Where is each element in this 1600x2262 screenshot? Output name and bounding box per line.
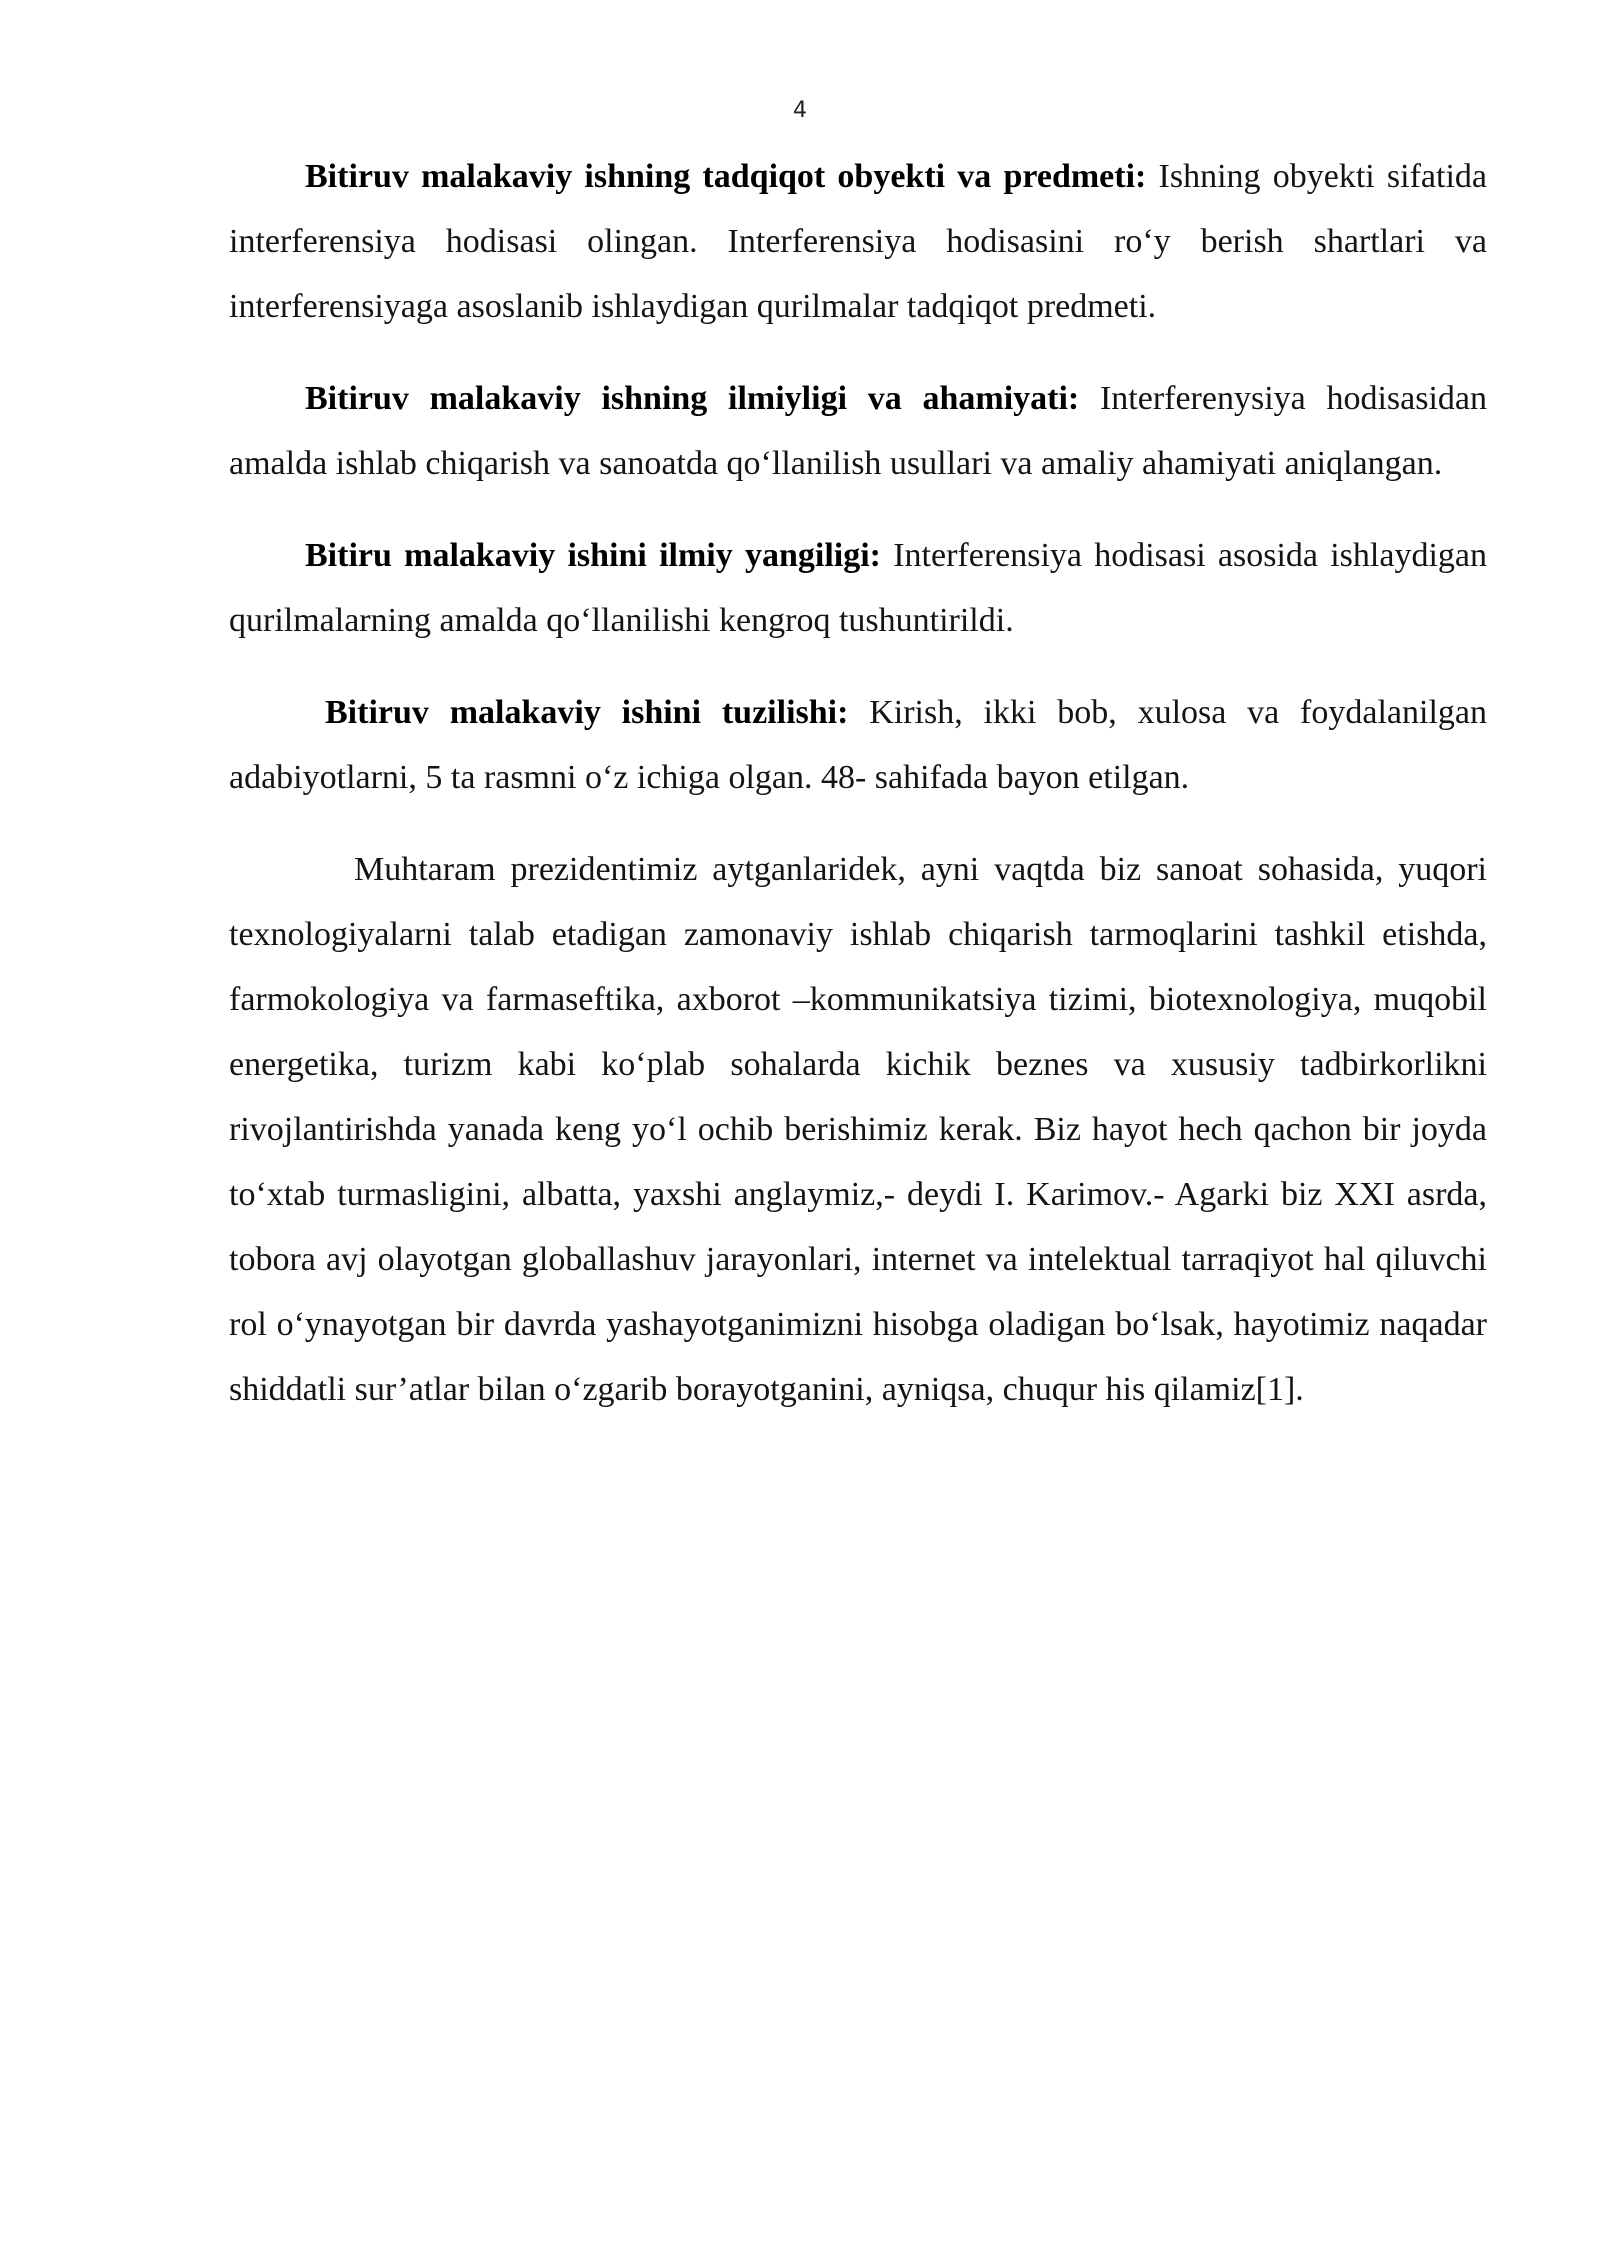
paragraph-text: Kirish, ikki bob, xulosa va foydalanilgan adabiyotlarni, 5 ta rasmni o‘z ichiga olgan. 48- sahifada bayon etilgan. <box>229 694 1487 796</box>
paragraph-text: Muhtaram prezidentimiz aytganlaridek, ayni vaqtda biz sanoat sohasida, yuqori texnologiyalarni talab etadigan zamonaviy ishlab chiqarish tarmoqlarini tashkil etishda, farmokologiya va farmaseftika, axborot –kommunikatsiya tizimi, biotexnologiya, muqobil energetika, turizm kabi ko‘plab sohalarda kichik beznes va xususiy tadbirkorlikni rivojlantirishda yanada keng yo‘l ochib berishimiz kerak. Biz hayot hech qachon bir joyda to‘xtab turmasligini, albatta, yaxshi anglaymiz,- deydi I. Karimov.- Agarki biz XXI asrda, tobora avj olayotgan globallashuv jarayonlari, internet va intelektual tarraqiyot hal qiluvchi rol o‘ynayotgan bir davrda yashayotganimizni hisobga oladigan bo‘lsak, hayotimiz naqadar shiddatli sur’atlar bilan o‘zgarib borayotganini, ayniqsa, chuqur his qilamiz[1]. <box>229 851 1487 1408</box>
paragraph-heading: Bitiruv malakaviy ishini tuzilishi: <box>325 694 849 731</box>
paragraph-heading: Bitiru malakaviy ishini ilmiy yangiligi: <box>305 537 881 574</box>
paragraph-scientific-significance <box>229 366 1487 496</box>
paragraph-scientific-novelty <box>229 523 1487 653</box>
paragraph-text: Interferenysiya hodisasidan amalda ishlab chiqarish va sanoatda qo‘llanilish usullari va amaliy ahamiyati aniqlangan. <box>229 380 1487 482</box>
page-number: 4 <box>793 98 807 123</box>
document-body <box>229 144 1487 1449</box>
paragraph-president-quote <box>229 837 1487 1422</box>
paragraph-text: Ishning obyekti sifatida interferensiya hodisasi olingan. Interferensiya hodisasini ro‘y berish shartlari va interferensiyaga asoslanib ishlaydigan qurilmalar tadqiqot predmeti. <box>229 158 1487 325</box>
paragraph-text: Interferensiya hodisasi asosida ishlaydigan qurilmalarning amalda qo‘llanilishi kengroq tushuntirildi. <box>229 537 1487 639</box>
paragraph-heading: Bitiruv malakaviy ishning ilmiyligi va ahamiyati: <box>305 380 1080 417</box>
paragraph-structure <box>229 680 1487 810</box>
paragraph-research-object <box>229 144 1487 339</box>
paragraph-heading: Bitiruv malakaviy ishning tadqiqot obyekti va predmeti: <box>305 158 1147 195</box>
